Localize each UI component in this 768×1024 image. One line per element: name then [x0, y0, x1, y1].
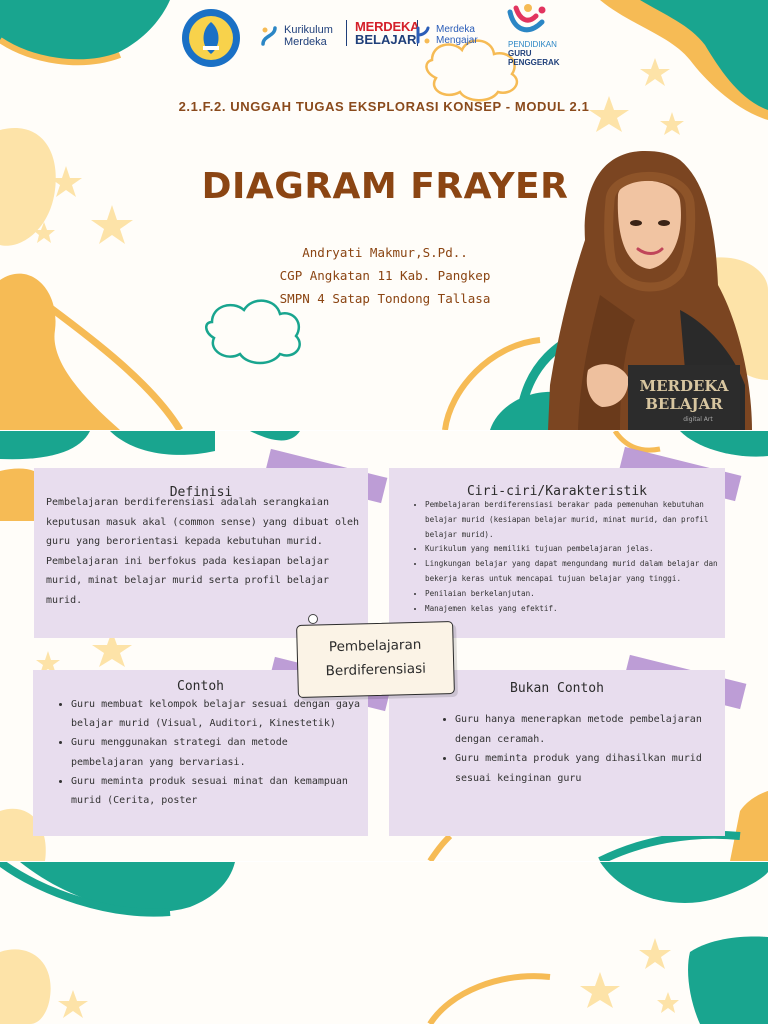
next-slide-decoration — [0, 862, 768, 1024]
author-portrait — [540, 145, 760, 430]
bukan-contoh-box — [389, 670, 725, 836]
author-school: SMPN 4 Satap Tondong Tallasa — [279, 291, 491, 306]
definisi-text: Pembelajaran berdiferensiasi adalah serangkaian keputusan masuk akal (common sense) yang dibuat oleh guru yang berorientasi kepada kebutuhan murid. Pembelajaran ini berfokus pada kesiapan belajar murid, minat belajar murid serta profil belajar murid. — [46, 497, 360, 606]
concept-label-line2: Berdiferensiasi — [325, 660, 427, 680]
list-item: • Guru membuat kelompok belajar sesuai dengan gaya belajar murid (Visual, Auditori, Kinestetik) — [71, 695, 363, 733]
pgp-line2: GURU — [508, 49, 532, 58]
pgp-line3: PENGGERAK — [508, 58, 560, 67]
contoh-title: Contoh — [177, 679, 224, 694]
list-item: • Guru meminta produk sesuai minat dan kemampuan murid (Cerita, poster — [71, 772, 363, 810]
book-title-line2: BELAJAR — [645, 395, 723, 413]
pendidikan-guru-penggerak-logo — [494, 2, 590, 72]
ciri-ciri-list — [415, 498, 730, 616]
list-item: • Guru meminta produk yang dihasilkan murid sesuai keinginan guru — [455, 749, 725, 788]
next-slide-partial — [0, 862, 768, 1024]
pin-icon — [308, 614, 318, 624]
cover-slide — [0, 0, 768, 430]
concept-label-line1: Pembelajaran — [328, 636, 422, 656]
merdeka-belajar-line2: BELAJAR — [355, 32, 417, 47]
kurikulum-merdeka-icon — [260, 24, 278, 48]
book-title-line1: MERDEKA — [639, 377, 729, 395]
author-cgp: CGP Angkatan 11 Kab. Pangkep — [279, 268, 491, 283]
contoh-list — [61, 695, 363, 810]
pgp-line1: PENDIDIKAN — [508, 40, 557, 49]
pgp-text — [508, 40, 588, 67]
pgp-emblem-icon — [502, 2, 552, 42]
list-item: • Manajemen kelas yang efektif. — [425, 602, 730, 617]
author-name: Andryati Makmur,S.Pd.. — [302, 245, 468, 260]
merdeka-belajar-logo — [346, 20, 418, 46]
bukan-contoh-title: Bukan Contoh — [510, 681, 604, 696]
list-item: • Penilaian berkelanjutan. — [425, 587, 730, 602]
frayer-slide — [0, 431, 768, 861]
bukan-contoh-list — [441, 710, 725, 788]
ciri-ciri-title: Ciri-ciri/Karakteristik — [466, 484, 647, 499]
page-title: DIAGRAM FRAYER — [201, 166, 569, 207]
assignment-subtitle: 2.1.F.2. UNGGAH TUGAS EKSPLORASI KONSEP - MODUL 2.1 — [178, 99, 590, 114]
concept-card — [296, 621, 455, 698]
book-caption: digital Art — [683, 416, 713, 423]
merdeka-mengajar-logo — [414, 24, 488, 46]
list-item: • Kurikulum yang memiliki tujuan pembelajaran jelas. — [425, 542, 730, 557]
merdeka-mengajar-icon — [414, 24, 432, 46]
kurikulum-merdeka-text: Kurikulum Merdeka — [284, 24, 333, 48]
definisi-box — [34, 468, 368, 638]
list-item: • Pembelajaran berdiferensiasi berakar pada pemenuhan kebutuhan belajar murid (kesiapan belajar murid, minat murid, dan profil belajar murid). — [425, 498, 730, 542]
tut-wuri-handayani-logo — [181, 8, 241, 68]
list-item: • Lingkungan belajar yang dapat mengundang murid dalam belajar dan bekerja keras untuk mencapai tujuan belajar yang tinggi. — [425, 557, 730, 587]
list-item: • Guru hanya menerapkan metode pembelajaran dengan ceramah. — [455, 710, 725, 749]
kurikulum-merdeka-logo — [260, 24, 346, 48]
list-item: • Guru menggunakan strategi dan metode pembelajaran yang bervariasi. — [71, 733, 363, 771]
ciri-ciri-box — [389, 468, 725, 638]
definisi-title: Definisi — [169, 485, 233, 500]
merdeka-mengajar-text: Merdeka Mengajar — [436, 24, 478, 46]
merdeka-belajar-line1: MERDEKA — [355, 19, 420, 34]
